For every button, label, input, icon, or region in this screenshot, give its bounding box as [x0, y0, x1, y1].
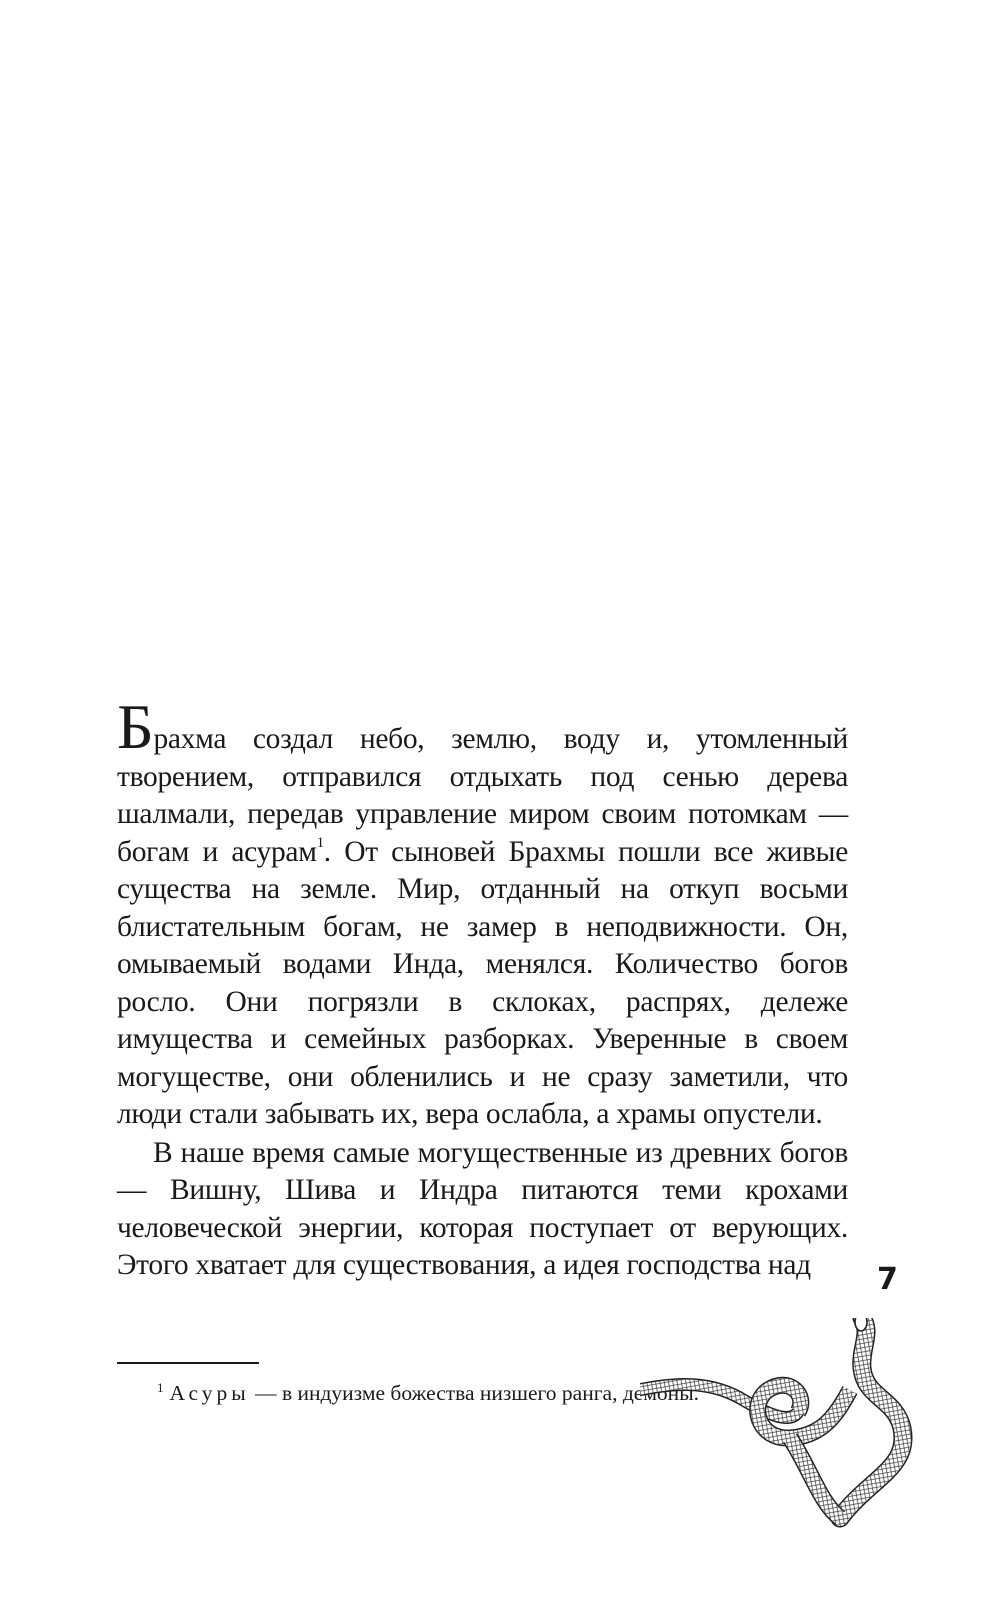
paragraph-1 — [117, 691, 848, 1134]
footnote-term: Асуры — [169, 1381, 250, 1405]
footnote-divider — [117, 1362, 259, 1364]
drop-cap: Б — [117, 691, 154, 762]
main-text — [117, 691, 848, 1285]
snake-head — [855, 1318, 867, 1331]
footnote-text: — в индуизме божества низшего ранга, демоны. — [249, 1381, 700, 1405]
footnote-reference[interactable]: 1 — [316, 834, 324, 851]
paragraph-1-text-a: рахма создал небо, землю, воду и, утомленный творением, отправился отдыхать под сенью дерева шалмали, передав управление миром своим потомкам — богам и асурам — [117, 723, 848, 868]
page-number: 7 — [877, 1262, 898, 1297]
footnote-marker: 1 — [157, 1380, 164, 1395]
snake-illustration-icon — [640, 1318, 940, 1564]
paragraph-1-text-b: . От сыновей Брахмы пошли все живые существа на земле. Мир, отданный на откуп восьми блистательным богам, не замер в неподвижности. Он, омываемый водами Инда, менялся. Количество богов росло. Они погрязли в склоках, распрях, дележе имущества и семейных разборках. Уверенные в своем могуществе, они обленились и не сразу заметили, что люди стали забывать их, вера ослабла, а храмы опустели. — [117, 835, 848, 1130]
paragraph-2: В наше время самые могущественные из древних богов — Вишну, Шива и Индра питаются теми крохами человеческой энергии, которая поступает от верующих. Этого хватает для существования, а идея господства над — [117, 1136, 848, 1281]
